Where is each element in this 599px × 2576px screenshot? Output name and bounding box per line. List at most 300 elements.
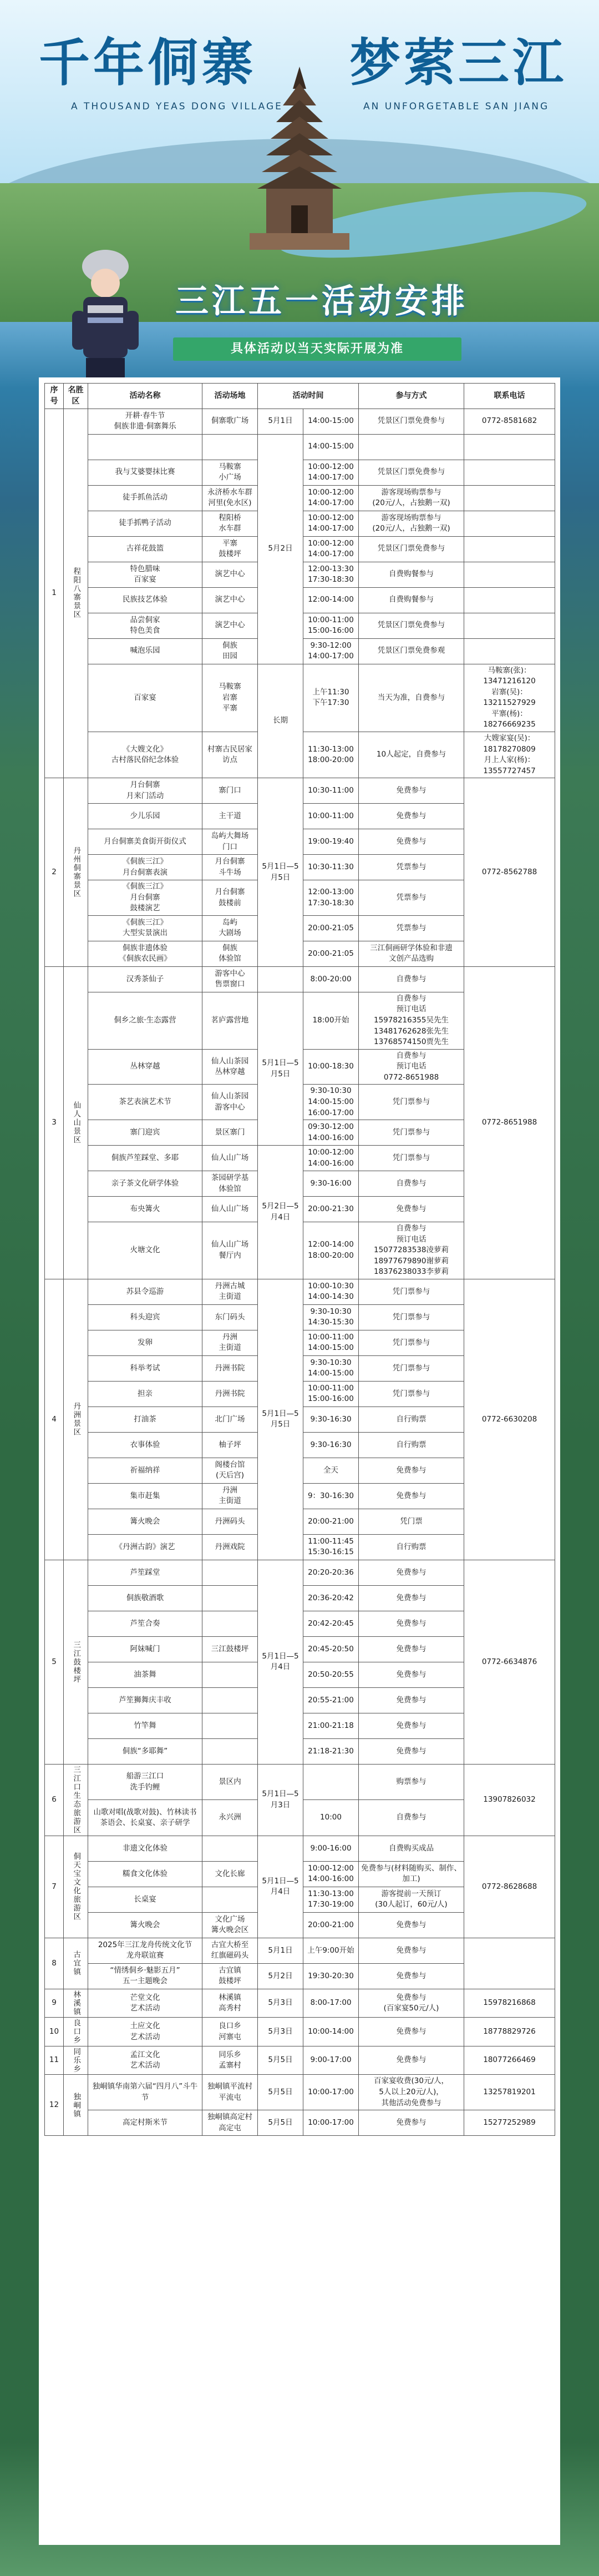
activity-venue: 村寨古民居家 访点 [202, 732, 258, 778]
activity-time: 10:00-11:00 14:00-15:00 [303, 1330, 359, 1355]
activity-join: 免费参与 [359, 804, 464, 829]
activity-join: 免费参与 [359, 1458, 464, 1483]
activity-name: 侗乡之旅·生态露营 [88, 992, 202, 1049]
activity-name: 孟江文化 艺术活动 [88, 2046, 202, 2075]
activity-time: 10:00-12:00 14:00-17:00 [303, 511, 359, 536]
activity-time: 11:30-13:00 17:30-19:00 [303, 1887, 359, 1912]
table-row [45, 1560, 555, 1585]
activity-time: 12:00-14:00 [303, 587, 359, 613]
activity-name: 月台侗寨 月来门活动 [88, 778, 202, 804]
activity-join: 凭票参与 [359, 855, 464, 880]
contact-phone [464, 511, 555, 536]
region-name [64, 1938, 88, 1989]
activity-join: 免费参与 [359, 1912, 464, 1938]
activity-venue: 丹洲书院 [202, 1381, 258, 1407]
activity-venue: 独峒镇平流村 平流屯 [202, 2075, 258, 2110]
activity-venue: 古宜大桥至 红旗磁码头 [202, 1938, 258, 1963]
contact-phone [464, 460, 555, 485]
contact-phone: 0772-8562788 [464, 778, 555, 967]
table-header-row [45, 384, 555, 409]
activity-date: 5月3日 [258, 1989, 303, 2018]
activity-time: 10:00-12:00 14:00-16:00 [303, 1146, 359, 1171]
activity-name: 芦笙合奏 [88, 1611, 202, 1636]
activity-venue [202, 1662, 258, 1687]
activity-join: 免费参与 [359, 1738, 464, 1764]
activity-name: 侗族芦笙踩堂、多耶 [88, 1146, 202, 1171]
activity-time: 19:00-19:40 [303, 829, 359, 855]
activity-time: 20:00-21:00 [303, 1912, 359, 1938]
activity-date: 5月1日—5月5日 [258, 778, 303, 967]
subtitle-right: AN UNFORGETABLE SAN JIANG [363, 101, 550, 112]
table-row [45, 1279, 555, 1304]
activity-time: 18:00开始 [303, 992, 359, 1049]
activity-time: 9:30-10:30 14:00-15:00 [303, 1355, 359, 1381]
activity-venue: 丹洲 主街道 [202, 1330, 258, 1355]
activity-join: 游客现场购票参与 (20元/人，占独鹅一双) [359, 511, 464, 536]
activity-name: 油茶舞 [88, 1662, 202, 1687]
table-row [45, 434, 555, 460]
activity-time: 12:00-13:30 17:30-18:30 [303, 562, 359, 587]
contact-phone: 13907826032 [464, 1764, 555, 1836]
activity-time: 20:55-21:00 [303, 1687, 359, 1713]
activity-name: 阿妹喊门 [88, 1636, 202, 1662]
region-label: 良口乡 [72, 2019, 81, 2045]
activity-venue: 同乐乡 孟寨村 [202, 2046, 258, 2075]
table-row [45, 2046, 555, 2075]
activity-venue: 三江鼓楼坪 [202, 1636, 258, 1662]
activity-venue: 马鞍寨 岩寨 平寨 [202, 664, 258, 732]
activity-date: 5月1日—5月5日 [258, 992, 303, 1145]
activity-time: 20:50-20:55 [303, 1662, 359, 1687]
activity-time: 11:30-13:00 18:00-20:00 [303, 732, 359, 778]
activity-date: 5月1日—5月4日 [258, 1836, 303, 1938]
activity-venue: 岛屿大舞场 门口 [202, 829, 258, 855]
region-label: 丹洲景区 [72, 1402, 81, 1437]
activity-venue: 仙人山广场 餐厅内 [202, 1222, 258, 1279]
activity-time: 14:00-15:00 [303, 434, 359, 460]
activity-venue: 平寨 鼓楼坪 [202, 536, 258, 562]
activity-venue: 寨门口 [202, 778, 258, 804]
activity-venue: 永兴洲 [202, 1800, 258, 1836]
activity-name: 芦笙狮舞庆丰收 [88, 1687, 202, 1713]
activity-name: 古祥花鼓篮 [88, 536, 202, 562]
hero-banner [0, 0, 599, 377]
activity-join: 自费购餐参与 [359, 587, 464, 613]
region-name [64, 1764, 88, 1836]
activity-venue: 仙人山广场 [202, 1197, 258, 1222]
activity-date: 5月1日—5月3日 [258, 1764, 303, 1836]
activity-name: 少儿乐园 [88, 804, 202, 829]
activity-name: 火塘文化 [88, 1222, 202, 1279]
activity-time: 20:36-20:42 [303, 1585, 359, 1611]
activity-venue: 岛屿 大剧场 [202, 915, 258, 941]
activity-venue: 茶园研学基 体验馆 [202, 1171, 258, 1197]
contact-phone: 大嫂家宴(吴)： 18178270809 月上人家(杨)： 13557727457 [464, 732, 555, 778]
activity-name: 侗族“多耶舞” [88, 1738, 202, 1764]
activity-venue [202, 1738, 258, 1764]
activity-venue: 马鞍寨 小广场 [202, 460, 258, 485]
activity-name: 2025年三江龙舟传统文化节 龙舟联谊赛 [88, 1938, 202, 1963]
activity-name: 《侗族三江》 月台侗寨 鼓楼演艺 [88, 880, 202, 916]
activity-time: 12:00-13:00 17:30-18:30 [303, 880, 359, 916]
title-left: 千年侗寨 [39, 33, 257, 93]
activity-name: 芦笙踩堂 [88, 1560, 202, 1585]
activity-date: 5月1日 [258, 409, 303, 434]
activity-join: 免费参与 [359, 778, 464, 804]
activity-date: 5月5日 [258, 2110, 303, 2136]
activity-venue: 游客中心 售票窗口 [202, 966, 258, 992]
activity-join: 免费参与 [359, 2018, 464, 2046]
activity-join: 自费购买成品 [359, 1836, 464, 1861]
activity-date: 5月5日 [258, 2046, 303, 2075]
activity-name: 《大嫂文化》 古村落民俗纪念体验 [88, 732, 202, 778]
group-number: 5 [45, 1560, 64, 1764]
activity-venue: 程阳桥 水车群 [202, 511, 258, 536]
activity-join: 自费参与 预订电话 15077283538凌萝莉 18977679890谢萝莉 18376238033李萝莉 [359, 1222, 464, 1279]
activity-venue: 文化长廊 [202, 1861, 258, 1887]
activity-join: 凭门票参与 [359, 1304, 464, 1330]
activity-join: 免费参与 [359, 2046, 464, 2075]
activity-name: 芒堂文化 艺术活动 [88, 1989, 202, 2018]
region-name [64, 2018, 88, 2046]
activity-name: 丛林穿越 [88, 1049, 202, 1085]
activity-venue: 阁楼台馆 (天后宫) [202, 1458, 258, 1483]
activity-join: 免费参与 [359, 1938, 464, 1963]
activity-venue: 月台侗寨 鼓楼前 [202, 880, 258, 916]
activity-time: 9:30-16:30 [303, 1407, 359, 1432]
activity-name: 《侗族三江》 月台侗寨表演 [88, 855, 202, 880]
contact-phone [464, 536, 555, 562]
activity-venue [202, 1611, 258, 1636]
activity-name: 徒手抓鱼活动 [88, 485, 202, 511]
activity-date: 5月2日 [258, 1963, 303, 1989]
header-region: 名胜区 [64, 384, 88, 409]
activity-venue: 古宜镇 鼓楼坪 [202, 1963, 258, 1989]
activity-name: 《侗族三江》 大型实景演出 [88, 915, 202, 941]
table-row [45, 778, 555, 804]
activity-join: 自行购票 [359, 1534, 464, 1560]
activity-time: 20:00-21:05 [303, 915, 359, 941]
group-number: 1 [45, 409, 64, 778]
contact-phone: 13257819201 [464, 2075, 555, 2110]
activity-venue: 茗庐露营地 [202, 992, 258, 1049]
activity-join: 免费参与 [359, 1963, 464, 1989]
header-venue: 活动场地 [202, 384, 258, 409]
activity-time: 20:20-20:36 [303, 1560, 359, 1585]
activity-date: 5月1日—5月4日 [258, 1560, 303, 1764]
table-row [45, 1836, 555, 1861]
activity-name: 布央篝火 [88, 1197, 202, 1222]
activity-join: 自费参与 [359, 1171, 464, 1197]
activity-join: 免费参与 [359, 829, 464, 855]
table-row [45, 409, 555, 434]
region-name [64, 1836, 88, 1938]
activity-join: 凭票参与 [359, 915, 464, 941]
activity-time: 11:00-11:45 15:30-16:15 [303, 1534, 359, 1560]
activity-venue: 仙人山茶园 丛林穿越 [202, 1049, 258, 1085]
activity-join: 免费参与 [359, 1483, 464, 1509]
activity-name: 寨门迎宾 [88, 1120, 202, 1146]
region-name [64, 966, 88, 1279]
contact-phone: 18778829726 [464, 2018, 555, 2046]
activity-time: 10:00-11:00 15:00-16:00 [303, 613, 359, 638]
table-row [45, 1989, 555, 2018]
activity-time: 10:00 [303, 1800, 359, 1836]
region-name [64, 1279, 88, 1560]
activity-name: 苏县令巡游 [88, 1279, 202, 1304]
activity-time: 10:00-17:00 [303, 2075, 359, 2110]
activity-venue: 文化广场 篝火晚会区 [202, 1912, 258, 1938]
activity-name: 开耕·春牛节 侗族非遗·侗寨舞乐 [88, 409, 202, 434]
activity-date [258, 966, 303, 992]
activity-name: 篝火晚会 [88, 1912, 202, 1938]
region-label: 独峒镇 [72, 2092, 81, 2118]
contact-phone [464, 1938, 555, 1989]
activity-venue [202, 1560, 258, 1585]
title-right: 梦萦三江 [349, 33, 567, 93]
activity-venue: 林溪镇 高秀村 [202, 1989, 258, 2018]
activity-name: 高定村斯米节 [88, 2110, 202, 2136]
region-name [64, 1989, 88, 2018]
activity-name: 长桌宴 [88, 1887, 202, 1912]
activity-time: 14:00-15:00 [303, 409, 359, 434]
activity-name: 船游三江口 洗手钓鲤 [88, 1764, 202, 1800]
activity-join: 自费参与 [359, 966, 464, 992]
activity-time: 20:42-20:45 [303, 1611, 359, 1636]
activity-date: 5月1日—5月5日 [258, 1279, 303, 1560]
contact-phone: 18077266469 [464, 2046, 555, 2075]
contact-phone: 0772-8651988 [464, 966, 555, 1279]
table-row [45, 2075, 555, 2110]
activity-join: 凭票参与 [359, 880, 464, 916]
activity-time: 9:30-10:30 14:00-15:00 16:00-17:00 [303, 1085, 359, 1120]
dong-girl-illustration [55, 244, 155, 377]
activity-join: 凭景区门票免费参与 [359, 409, 464, 434]
activity-venue: 侗族 田园 [202, 638, 258, 664]
table-row [45, 966, 555, 992]
activity-name [88, 434, 202, 460]
activity-time: 9：30-16:30 [303, 1483, 359, 1509]
activity-venue: 仙人山茶园 游客中心 [202, 1085, 258, 1120]
activity-join: 自费参与 预订电话 0772-8651988 [359, 1049, 464, 1085]
activity-join: 购票参与 [359, 1764, 464, 1800]
activity-join: 自费购餐参与 [359, 562, 464, 587]
activity-date: 5月3日 [258, 2018, 303, 2046]
activity-join: 自行购票 [359, 1432, 464, 1458]
activity-join: 免费参与(材料随购买、制作、加工) [359, 1861, 464, 1887]
contact-phone [464, 638, 555, 664]
header-phone: 联系电话 [464, 384, 555, 409]
activity-time: 10:00-18:30 [303, 1049, 359, 1085]
activity-name: 民族技艺体验 [88, 587, 202, 613]
contact-phone: 15277252989 [464, 2110, 555, 2136]
activity-name: 茶艺表演艺术节 [88, 1085, 202, 1120]
activity-venue: 丹洲书院 [202, 1355, 258, 1381]
activity-time: 10:00-12:00 14:00-17:00 [303, 460, 359, 485]
activity-join: 免费参与 [359, 1687, 464, 1713]
activity-name: 非遗文化体验 [88, 1836, 202, 1861]
activity-table [44, 383, 555, 2136]
activity-venue: 景区内 [202, 1764, 258, 1800]
activity-date: 5月2日—5月4日 [258, 1146, 303, 1279]
activity-date: 5月1日 [258, 1938, 303, 1963]
activity-venue: 永济桥水车群 河里(免水区) [202, 485, 258, 511]
activity-name: 亲子茶文化研学体验 [88, 1171, 202, 1197]
activity-join: 免费参与 [359, 2110, 464, 2136]
activity-join: 凭门票参与 [359, 1279, 464, 1304]
region-label: 林溪镇 [72, 1990, 81, 2017]
region-label: 仙人山景区 [72, 1101, 81, 1145]
activity-venue: 独峒镇高定村 高定屯 [202, 2110, 258, 2136]
region-label: 丹州侗寨景区 [72, 846, 81, 899]
activity-join: 三江侗画研学体验和非遗 文创产品选购 [359, 941, 464, 966]
region-label: 三江鼓楼坪 [72, 1640, 81, 1684]
activity-name: 特色腊味 百家宴 [88, 562, 202, 587]
table-body [45, 409, 555, 2136]
schedule-card [39, 377, 560, 2545]
activity-venue: 演艺中心 [202, 562, 258, 587]
activity-join: 免费参与 [359, 1611, 464, 1636]
activity-name: 我与艾婆婴抹比赛 [88, 460, 202, 485]
activity-venue [202, 1713, 258, 1738]
region-name [64, 1560, 88, 1764]
table-row [45, 2110, 555, 2136]
table-row [45, 664, 555, 732]
activity-name: 徒手抓鸭子活动 [88, 511, 202, 536]
activity-join: 凭门票参与 [359, 1381, 464, 1407]
region-label: 程阳八寨景区 [72, 567, 81, 619]
activity-join: 自行购票 [359, 1407, 464, 1432]
activity-time: 9:00-16:00 [303, 1836, 359, 1861]
activity-name: 篝火晚会 [88, 1509, 202, 1534]
activity-venue: 演艺中心 [202, 587, 258, 613]
activity-join: 凭门票参与 [359, 1355, 464, 1381]
activity-join: 凭门票参与 [359, 1120, 464, 1146]
banner-title: 三江五一活动安排 [175, 282, 468, 321]
activity-name: 《丹洲古韵》演艺 [88, 1534, 202, 1560]
activity-venue [202, 1887, 258, 1912]
contact-phone: 马鞍寨(张)： 13471216120 岩寨(吴)： 13211527929 平寨(杨)： 18276669235 [464, 664, 555, 732]
activity-name: 侗族敬酒歌 [88, 1585, 202, 1611]
activity-time: 10:30-11:30 [303, 855, 359, 880]
contact-phone [464, 434, 555, 460]
activity-time: 10:00-12:00 14:00-17:00 [303, 536, 359, 562]
activity-time: 9:30-12:00 14:00-17:00 [303, 638, 359, 664]
activity-join: 百家宴收费(30元/人， 5人以上20元/人)， 其他活动免费参与 [359, 2075, 464, 2110]
activity-venue [202, 434, 258, 460]
activity-time: 12:00-14:00 18:00-20:00 [303, 1222, 359, 1279]
activity-time: 上午9:00开始 [303, 1938, 359, 1963]
activity-name: 糯食文化体验 [88, 1861, 202, 1887]
contact-phone: 15978216868 [464, 1989, 555, 2018]
activity-name: “情绣侗乡·魅影五月” 五一主题晚会 [88, 1963, 202, 1989]
activity-venue [202, 1836, 258, 1861]
activity-join: 凭门票参与 [359, 1146, 464, 1171]
activity-name: 喊泡乐园 [88, 638, 202, 664]
activity-join: 自费参与 预订电话 15978216355吴先生 13481762628张先生 13768574150贾先生 [359, 992, 464, 1049]
contact-phone [464, 613, 555, 638]
activity-time: 21:18-21:30 [303, 1738, 359, 1764]
contact-phone: 0772-8581682 [464, 409, 555, 434]
activity-time: 10:00-11:00 15:00-16:00 [303, 1381, 359, 1407]
activity-name: 品尝侗家 特色美食 [88, 613, 202, 638]
group-number: 12 [45, 2075, 64, 2136]
activity-venue: 月台侗寨 斗牛场 [202, 855, 258, 880]
activity-join: 免费参与 [359, 1713, 464, 1738]
activity-join: 免费参与 [359, 1197, 464, 1222]
activity-venue: 丹洲戏院 [202, 1534, 258, 1560]
header-join: 参与方式 [359, 384, 464, 409]
activity-time: 9:30-16:30 [303, 1432, 359, 1458]
activity-time: 全天 [303, 1458, 359, 1483]
activity-name: 侗族非遗体验 《侗族农民画》 [88, 941, 202, 966]
group-number: 6 [45, 1764, 64, 1836]
group-number: 10 [45, 2018, 64, 2046]
activity-name: 月台侗寨美食街开街仪式 [88, 829, 202, 855]
activity-join: 凭景区门票免费参与 [359, 536, 464, 562]
region-name [64, 778, 88, 967]
activity-venue [202, 1687, 258, 1713]
group-number: 4 [45, 1279, 64, 1560]
activity-time: 8:00-20:00 [303, 966, 359, 992]
activity-time: 10:00-17:00 [303, 2110, 359, 2136]
activity-venue: 良口乡 河寨屯 [202, 2018, 258, 2046]
activity-name: 土应文化 艺术活动 [88, 2018, 202, 2046]
contact-phone [464, 485, 555, 511]
activity-venue: 侗寨歌广场 [202, 409, 258, 434]
table-row [45, 1938, 555, 1963]
group-number: 2 [45, 778, 64, 967]
activity-venue: 景区寨门 [202, 1120, 258, 1146]
region-name [64, 409, 88, 778]
activity-time: 8:00-17:00 [303, 1989, 359, 2018]
activity-join: 凭门票 [359, 1509, 464, 1534]
activity-venue: 丹洲码头 [202, 1509, 258, 1534]
activity-venue: 侗族 体验馆 [202, 941, 258, 966]
activity-name: 山歌对唱(战歌对鼓)、竹林读书茶语会、长桌宴、亲子研学 [88, 1800, 202, 1836]
activity-name: 打油茶 [88, 1407, 202, 1432]
activity-join: 凭景区门票免费参观 [359, 638, 464, 664]
group-number: 8 [45, 1938, 64, 1989]
activity-time: 10:30-11:00 [303, 778, 359, 804]
activity-time: 上午11:30 下午17:30 [303, 664, 359, 732]
activity-venue: 柚子坪 [202, 1432, 258, 1458]
subtitle-left: A THOUSAND YEAS DONG VILLAGE [71, 101, 283, 112]
header-no: 序号 [45, 384, 64, 409]
activity-join: 免费参与 [359, 1662, 464, 1687]
activity-time: 21:00-21:18 [303, 1713, 359, 1738]
header-activity: 活动名称 [88, 384, 202, 409]
activity-time: 9:30-16:00 [303, 1171, 359, 1197]
activity-join: 凭景区门票免费参与 [359, 613, 464, 638]
activity-time: 10:00-10:30 14:00-14:30 [303, 1279, 359, 1304]
activity-name: 竹竿舞 [88, 1713, 202, 1738]
activity-name: 百家宴 [88, 664, 202, 732]
contact-phone: 0772-6630208 [464, 1279, 555, 1560]
group-number: 9 [45, 1989, 64, 2018]
activity-time [303, 1764, 359, 1800]
activity-time: 9:30-10:30 14:30-15:30 [303, 1304, 359, 1330]
activity-join: 游客现场购票参与 (20元/人，占独鹅一双) [359, 485, 464, 511]
activity-time: 20:00-21:05 [303, 941, 359, 966]
region-label: 古宜镇 [72, 1950, 81, 1977]
activity-join: 当天为准，自费参与 [359, 664, 464, 732]
activity-name: 汉秀茶仙子 [88, 966, 202, 992]
activity-join: 10人起定，自费参与 [359, 732, 464, 778]
activity-time: 9:00-17:00 [303, 2046, 359, 2075]
activity-name: 独峒镇华南第六届“四月八”斗牛节 [88, 2075, 202, 2110]
activity-join: 免费参与 [359, 1636, 464, 1662]
